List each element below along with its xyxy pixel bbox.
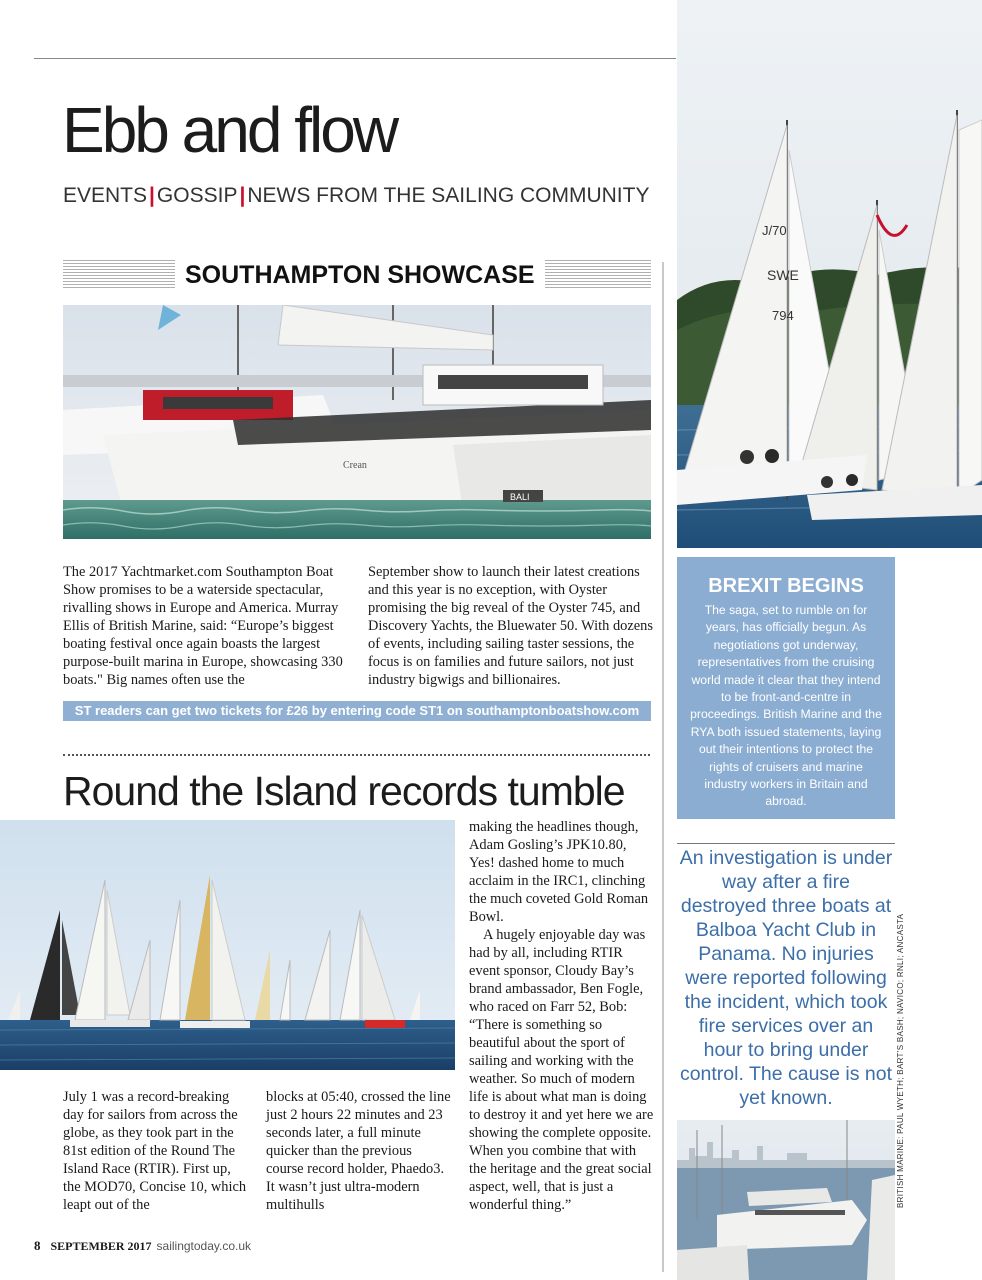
column-divider bbox=[662, 262, 664, 1272]
brexit-sidebar bbox=[677, 557, 895, 819]
sidebar-title: BREXIT BEGINS bbox=[708, 575, 864, 597]
sail-label: J/70 bbox=[762, 223, 787, 238]
article-title: Round the Island records tumble bbox=[63, 768, 625, 814]
website-link[interactable]: sailingtoday.co.uk bbox=[156, 1239, 252, 1253]
page-number: 8 bbox=[34, 1238, 41, 1253]
article-column-3 bbox=[469, 818, 654, 1214]
sail-label: SWE bbox=[767, 267, 799, 283]
boat-name-label: BALI bbox=[510, 492, 530, 502]
showcase-column-1 bbox=[63, 563, 348, 689]
body-paragraph: making the headlines though, Adam Gosling’s JPK10.80, Yes! dashed home to much acclaim in the IRC1, clinching the much coveted Gold Roman Bowl. bbox=[469, 819, 649, 925]
article-column-1 bbox=[63, 1088, 248, 1214]
body-paragraph: The 2017 Yachtmarket.com Southampton Boat Show promises to be a waterside spectacular, rivalling shows in Europe and America. Murray Ellis of British Marine, said: “Europe’s biggest boating festival once again boasts the largest purpose-built marina in Europe, showcasing 330 boats." Big names often use the bbox=[63, 564, 343, 688]
fire-news-pullquote: An investigation is under way after a fire destroyed three boats at Balboa Yacht Club in Panama. No injuries were reported following the incident, which took fire services over an hour to bring under control. The cause is not yet known. bbox=[677, 843, 895, 1110]
sail-label: 794 bbox=[772, 308, 794, 323]
body-paragraph: A hugely enjoyable day was had by all, including RTIR event sponsor, Cloudy Bay’s brand ambassador, Ben Fogle, who raced on Farr 52, Bob: “There is something so beautiful about the sport of sailing and working with the weather. So much of modern life is about what man is doing to destroy it and yet here we are showing the complete opposite. When you combine that with the heritage and the great social aspect, well, that is just a wonderful thing.” bbox=[469, 927, 654, 1213]
body-paragraph: September show to launch their latest creations and this year is no exception, with Oyster promising the big reveal of the Oyster 745, and Discovery Yachts, the Bluewater 50. With dozens of events, including sailing taster sessions, the focus is on families and future sailors, not just industry bigwigs and billionaires. bbox=[368, 564, 653, 688]
ticket-promo-banner: ST readers can get two tickets for £26 by entering code ST1 on southamptonboatshow.com bbox=[63, 701, 651, 721]
article-column-2 bbox=[266, 1088, 451, 1214]
sidebar-text: The saga, set to rumble on for years, has officially begun. As negotiations got underway, representatives from the cruising world made it clear that they intend to be front-and-centre in proceedings. British Marine and the RYA both issued statements, laying out their intentions to protect the rights of cruisers and marine industry workers in Britain and abroad. bbox=[690, 603, 882, 809]
section-categories: EVENTS|GOSSIP|NEWS FROM THE SAILING COMMUNITY bbox=[63, 184, 650, 207]
page-footer bbox=[34, 1238, 251, 1254]
boat-show-photo bbox=[63, 305, 651, 539]
category-label: EVENTS bbox=[63, 184, 148, 207]
category-label: NEWS FROM THE SAILING COMMUNITY bbox=[247, 184, 650, 207]
boat-name-label: Crean bbox=[343, 460, 367, 471]
body-paragraph: blocks at 05:40, crossed the line just 2 hours 22 minutes and 23 seconds later, a full minute quicker than the previous course record holder, Phaedo3. It wasn’t just ultra-modern multihulls bbox=[266, 1089, 451, 1213]
page-title: Ebb and flow bbox=[62, 94, 397, 166]
category-label: GOSSIP bbox=[156, 184, 238, 207]
marina-photo bbox=[677, 1120, 895, 1280]
dotted-divider bbox=[63, 754, 650, 756]
photo-credit: BRITISH MARINE: PAUL WYETH; BART’S BASH; NAVICO; RNLI; ANCASTA bbox=[896, 913, 905, 1208]
top-rule bbox=[34, 58, 676, 59]
issue-date: SEPTEMBER 2017 bbox=[50, 1239, 152, 1253]
race-fleet-photo bbox=[0, 820, 455, 1070]
showcase-column-2 bbox=[368, 563, 654, 689]
body-paragraph: July 1 was a record-breaking day for sailors from across the globe, as they took part in the 81st edition of the Round The Island Race (RTIR). First up, the MOD70, Concise 10, which leapt out of the bbox=[63, 1089, 247, 1213]
sailboats-race-photo bbox=[677, 0, 982, 548]
section-title: SOUTHAMPTON SHOWCASE bbox=[175, 258, 545, 292]
